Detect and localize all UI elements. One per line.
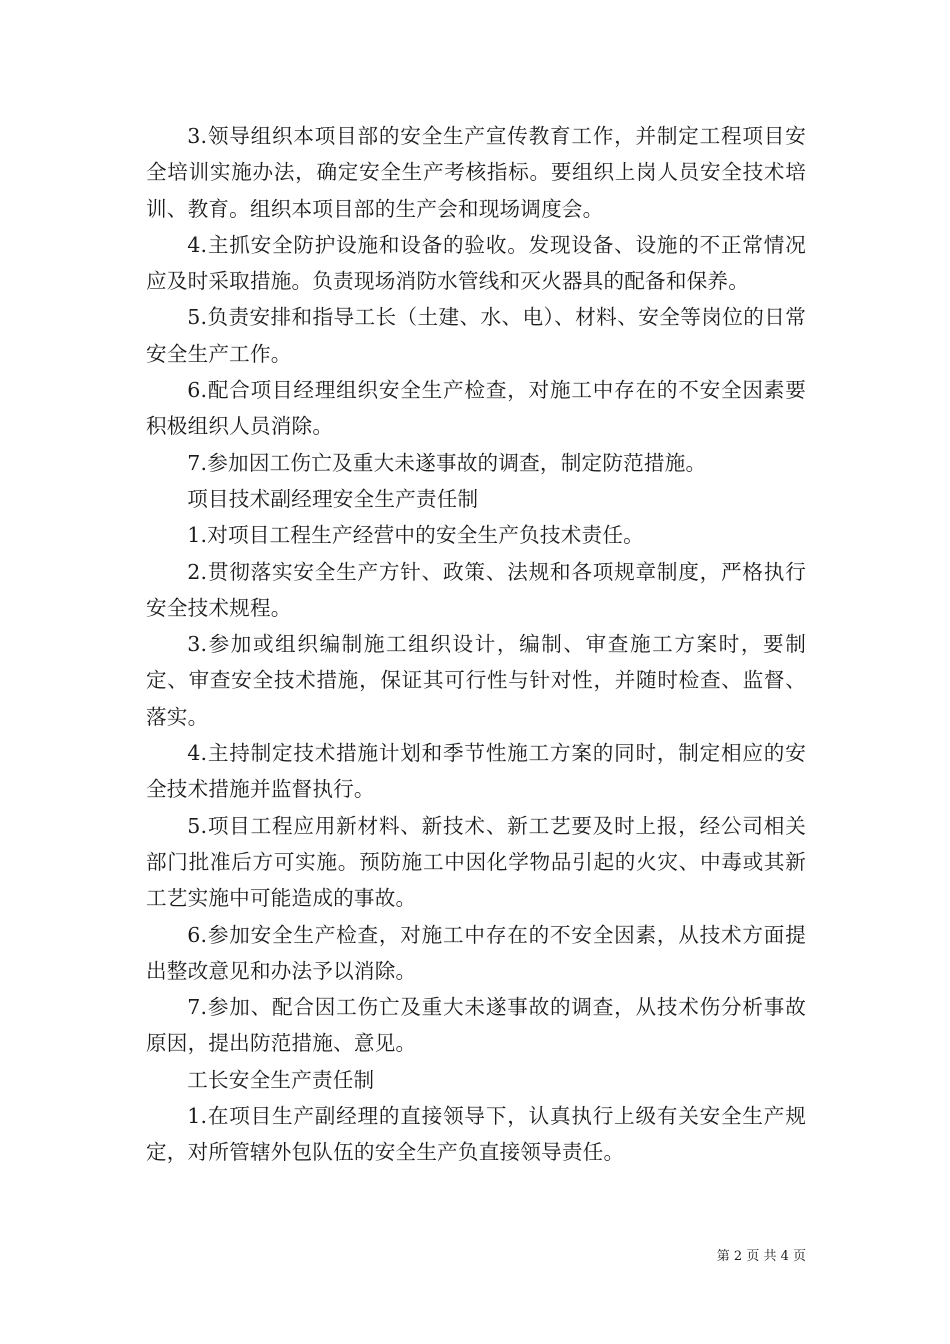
paragraph: 5.负责安排和指导工长（土建、水、电）、材料、安全等岗位的日常安全生产工作。 xyxy=(146,305,806,366)
page-number: 第 2 页 共 4 页 xyxy=(716,1249,806,1264)
section-heading: 工长安全生产责任制 xyxy=(187,1067,375,1092)
paragraph: 6.参加安全生产检查，对施工中存在的不安全因素，从技术方面提出整改意见和办法予以消除。 xyxy=(146,922,806,983)
document-body xyxy=(146,118,806,1171)
section-heading: 项目技术副经理安全生产责任制 xyxy=(187,486,479,511)
paragraph: 1.对项目工程生产经营中的安全生产负技术责任。 xyxy=(187,523,644,548)
paragraph: 7.参加、配合因工伤亡及重大未遂事故的调查，从技术伤分析事故原因，提出防范措施、意见。 xyxy=(146,995,806,1056)
paragraph: 7.参加因工伤亡及重大未遂事故的调查，制定防范措施。 xyxy=(187,450,707,475)
paragraph: 4.主持制定技术措施计划和季节性施工方案的同时，制定相应的安全技术措施并监督执行。 xyxy=(146,741,806,802)
paragraph: 2.贯彻落实安全生产方针、政策、法规和各项规章制度，严格执行安全技术规程。 xyxy=(146,559,806,620)
paragraph: 4.主抓安全防护设施和设备的验收。发现设备、设施的不正常情况应及时采取措施。负责现场消防水管线和灭火器具的配备和保养。 xyxy=(146,232,806,294)
paragraph: 1.在项目生产副经理的直接领导下，认真执行上级有关安全生产规定，对所管辖外包队伍的安全生产负直接领导责任。 xyxy=(146,1104,806,1165)
paragraph: 5.项目工程应用新材料、新技术、新工艺要及时上报，经公司相关部门批准后方可实施。预防施工中因化学物品引起的火灾、中毒或其新工艺实施中可能造成的事故。 xyxy=(146,813,806,911)
paragraph: 6.配合项目经理组织安全生产检查，对施工中存在的不安全因素要积极组织人员消除。 xyxy=(146,378,806,439)
paragraph: 3.领导组织本项目部的安全生产宣传教育工作，并制定工程项目安全培训实施办法，确定安全生产考核指标。要组织上岗人员安全技术培训、教育。组织本项目部的生产会和现场调度会。 xyxy=(146,124,806,221)
paragraph: 3.参加或组织编制施工组织设计，编制、审查施工方案时，要制定、审查安全技术措施，保证其可行性与针对性，并随时检查、监督、落实。 xyxy=(146,632,806,729)
